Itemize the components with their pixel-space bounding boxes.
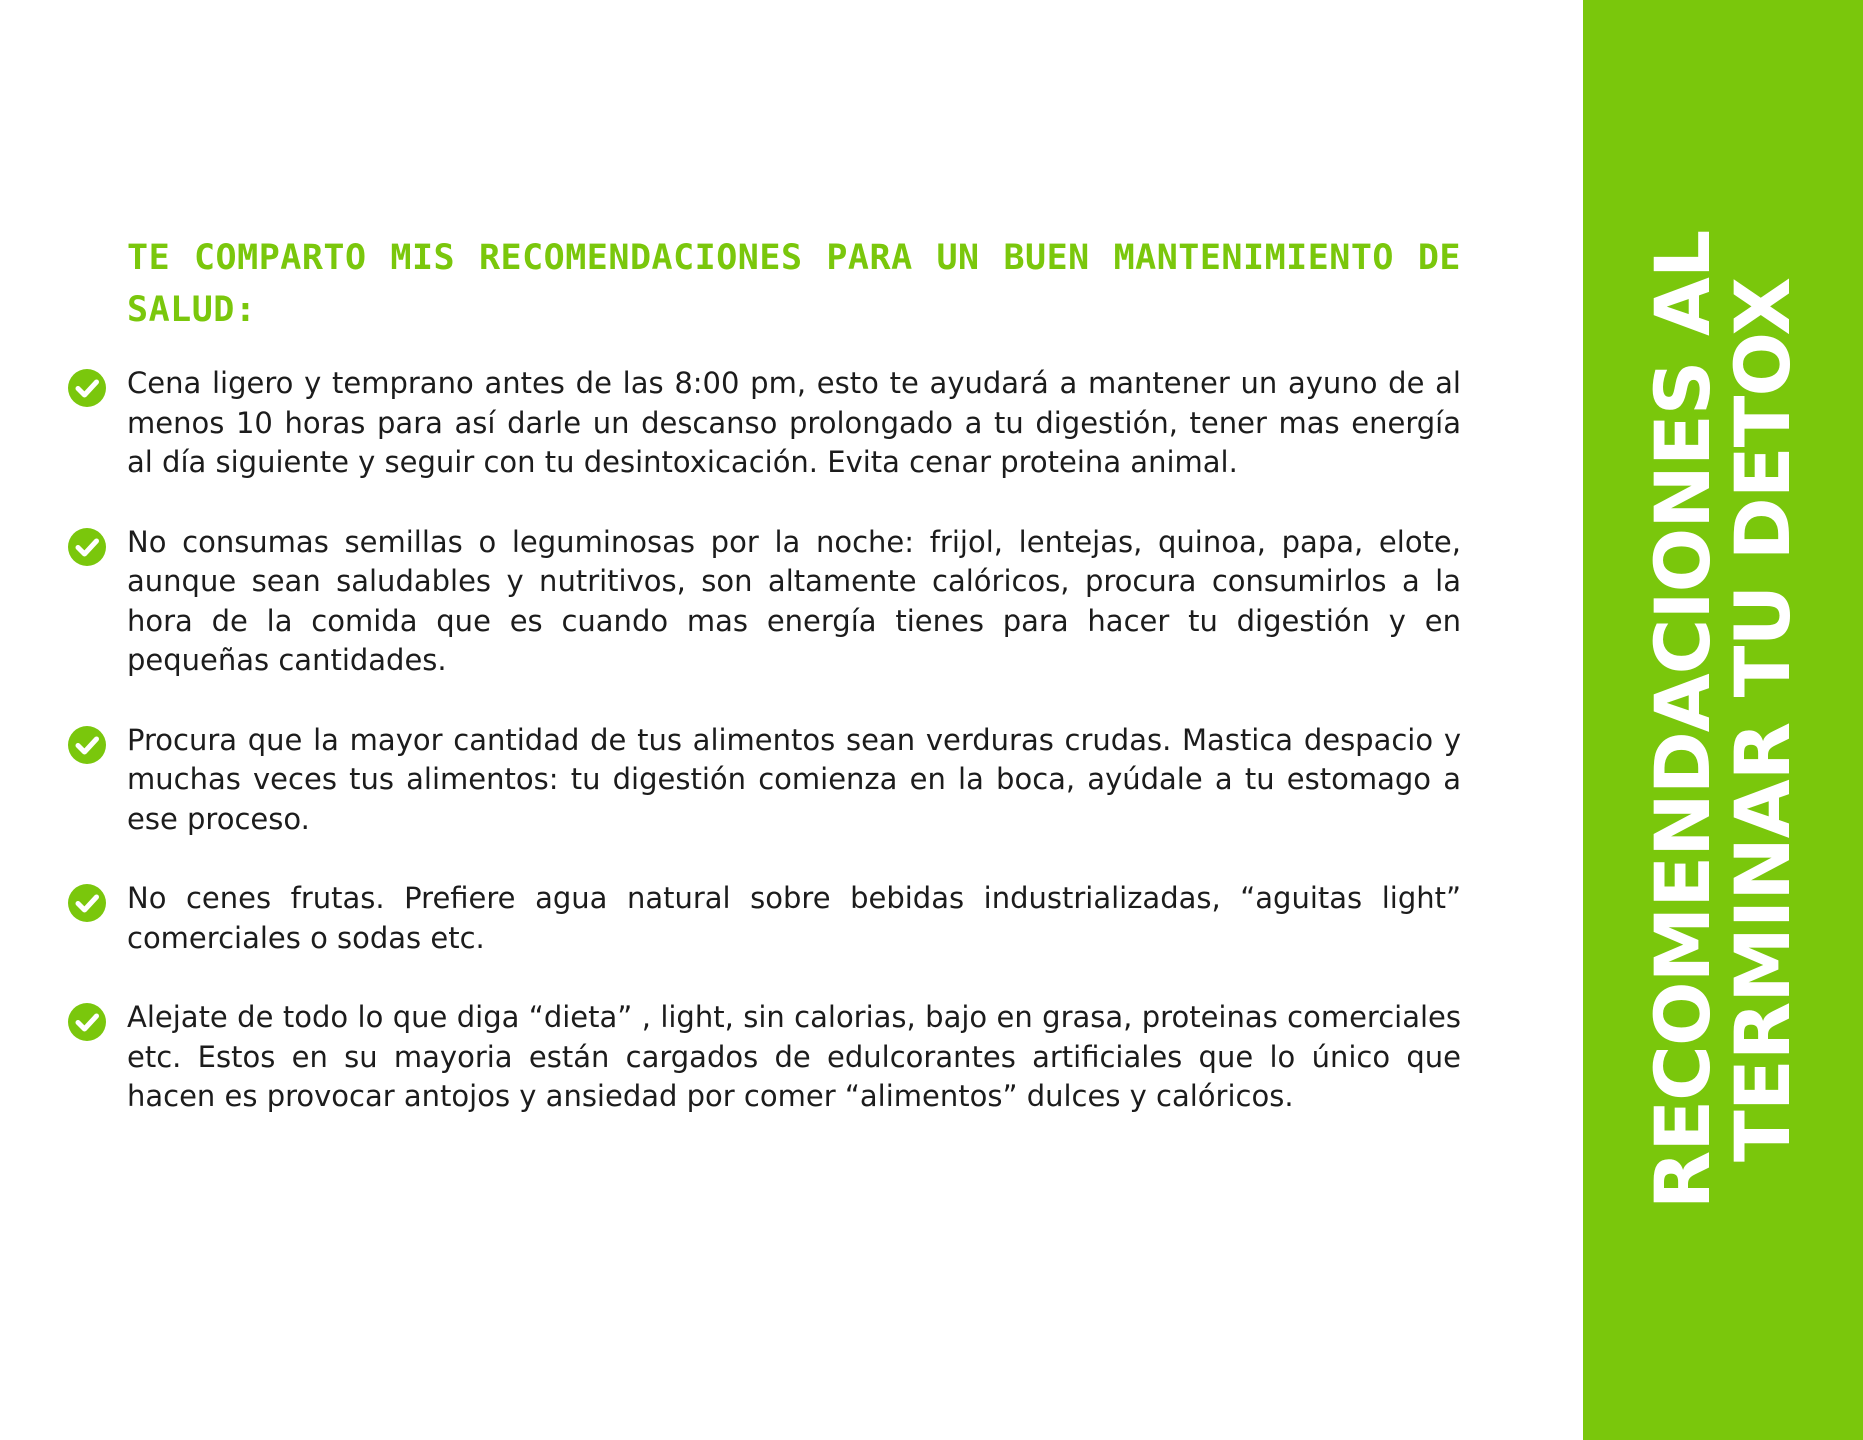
main-content [127, 232, 1461, 1157]
check-circle-icon [67, 527, 107, 567]
list-item-text: No consumas semillas o leguminosas por la noche: frijol, lentejas, quinoa, papa, elote, aunque sean saludables y nutritivos, son altamente calóricos, procura consumirlos a la hora de la comida que es cuando mas energía tienes para hacer tu digestión y en pequeñas cantidades. [127, 524, 1461, 677]
list-item-text: No cenes frutas. Prefiere agua natural sobre bebidas industrializadas, “aguitas light” comerciales o sodas etc. [127, 881, 1461, 955]
list-item [127, 998, 1461, 1117]
sidebar-title-line-2: TERMINAR TU DETOX [1718, 278, 1807, 1162]
list-item [127, 523, 1461, 681]
list-item [127, 721, 1461, 840]
check-circle-icon [67, 725, 107, 765]
sidebar-banner [1583, 0, 1863, 1440]
sidebar-title [1638, 120, 1807, 1320]
check-circle-icon [67, 1002, 107, 1042]
check-circle-icon [67, 883, 107, 923]
page-heading: TE COMPARTO MIS RECOMENDACIONES PARA UN BUEN MANTENIMIENTO DE SALUD: [127, 238, 1461, 330]
recommendations-list [127, 364, 1461, 1117]
sidebar-title-line-1: RECOMENDACIONES AL [1638, 230, 1727, 1210]
list-item-text: Alejate de todo lo que diga “dieta” , light, sin calorias, bajo en grasa, proteinas comerciales etc. Estos en su mayoria están cargados de edulcorantes artificiales que lo único que hacen es provocar antojos y ansiedad por comer “alimentos” dulces y calóricos. [127, 1000, 1461, 1113]
list-item-text: Procura que la mayor cantidad de tus alimentos sean verduras crudas. Mastica despacio y muchas veces tus alimentos: tu digestión comienza en la boca, ayúdale a tu estomago a ese proceso. [127, 722, 1461, 836]
list-item [127, 879, 1461, 958]
list-item-text: Cena ligero y temprano antes de las 8:00 pm, esto te ayudará a mantener un ayuno de al menos 10 horas para así darle un descanso prolongado a tu digestión, tener mas energía al día siguiente y seguir con tu desintoxicación. Evita cenar proteina animal. [127, 366, 1461, 479]
check-circle-icon [67, 368, 107, 408]
list-item [127, 364, 1461, 483]
